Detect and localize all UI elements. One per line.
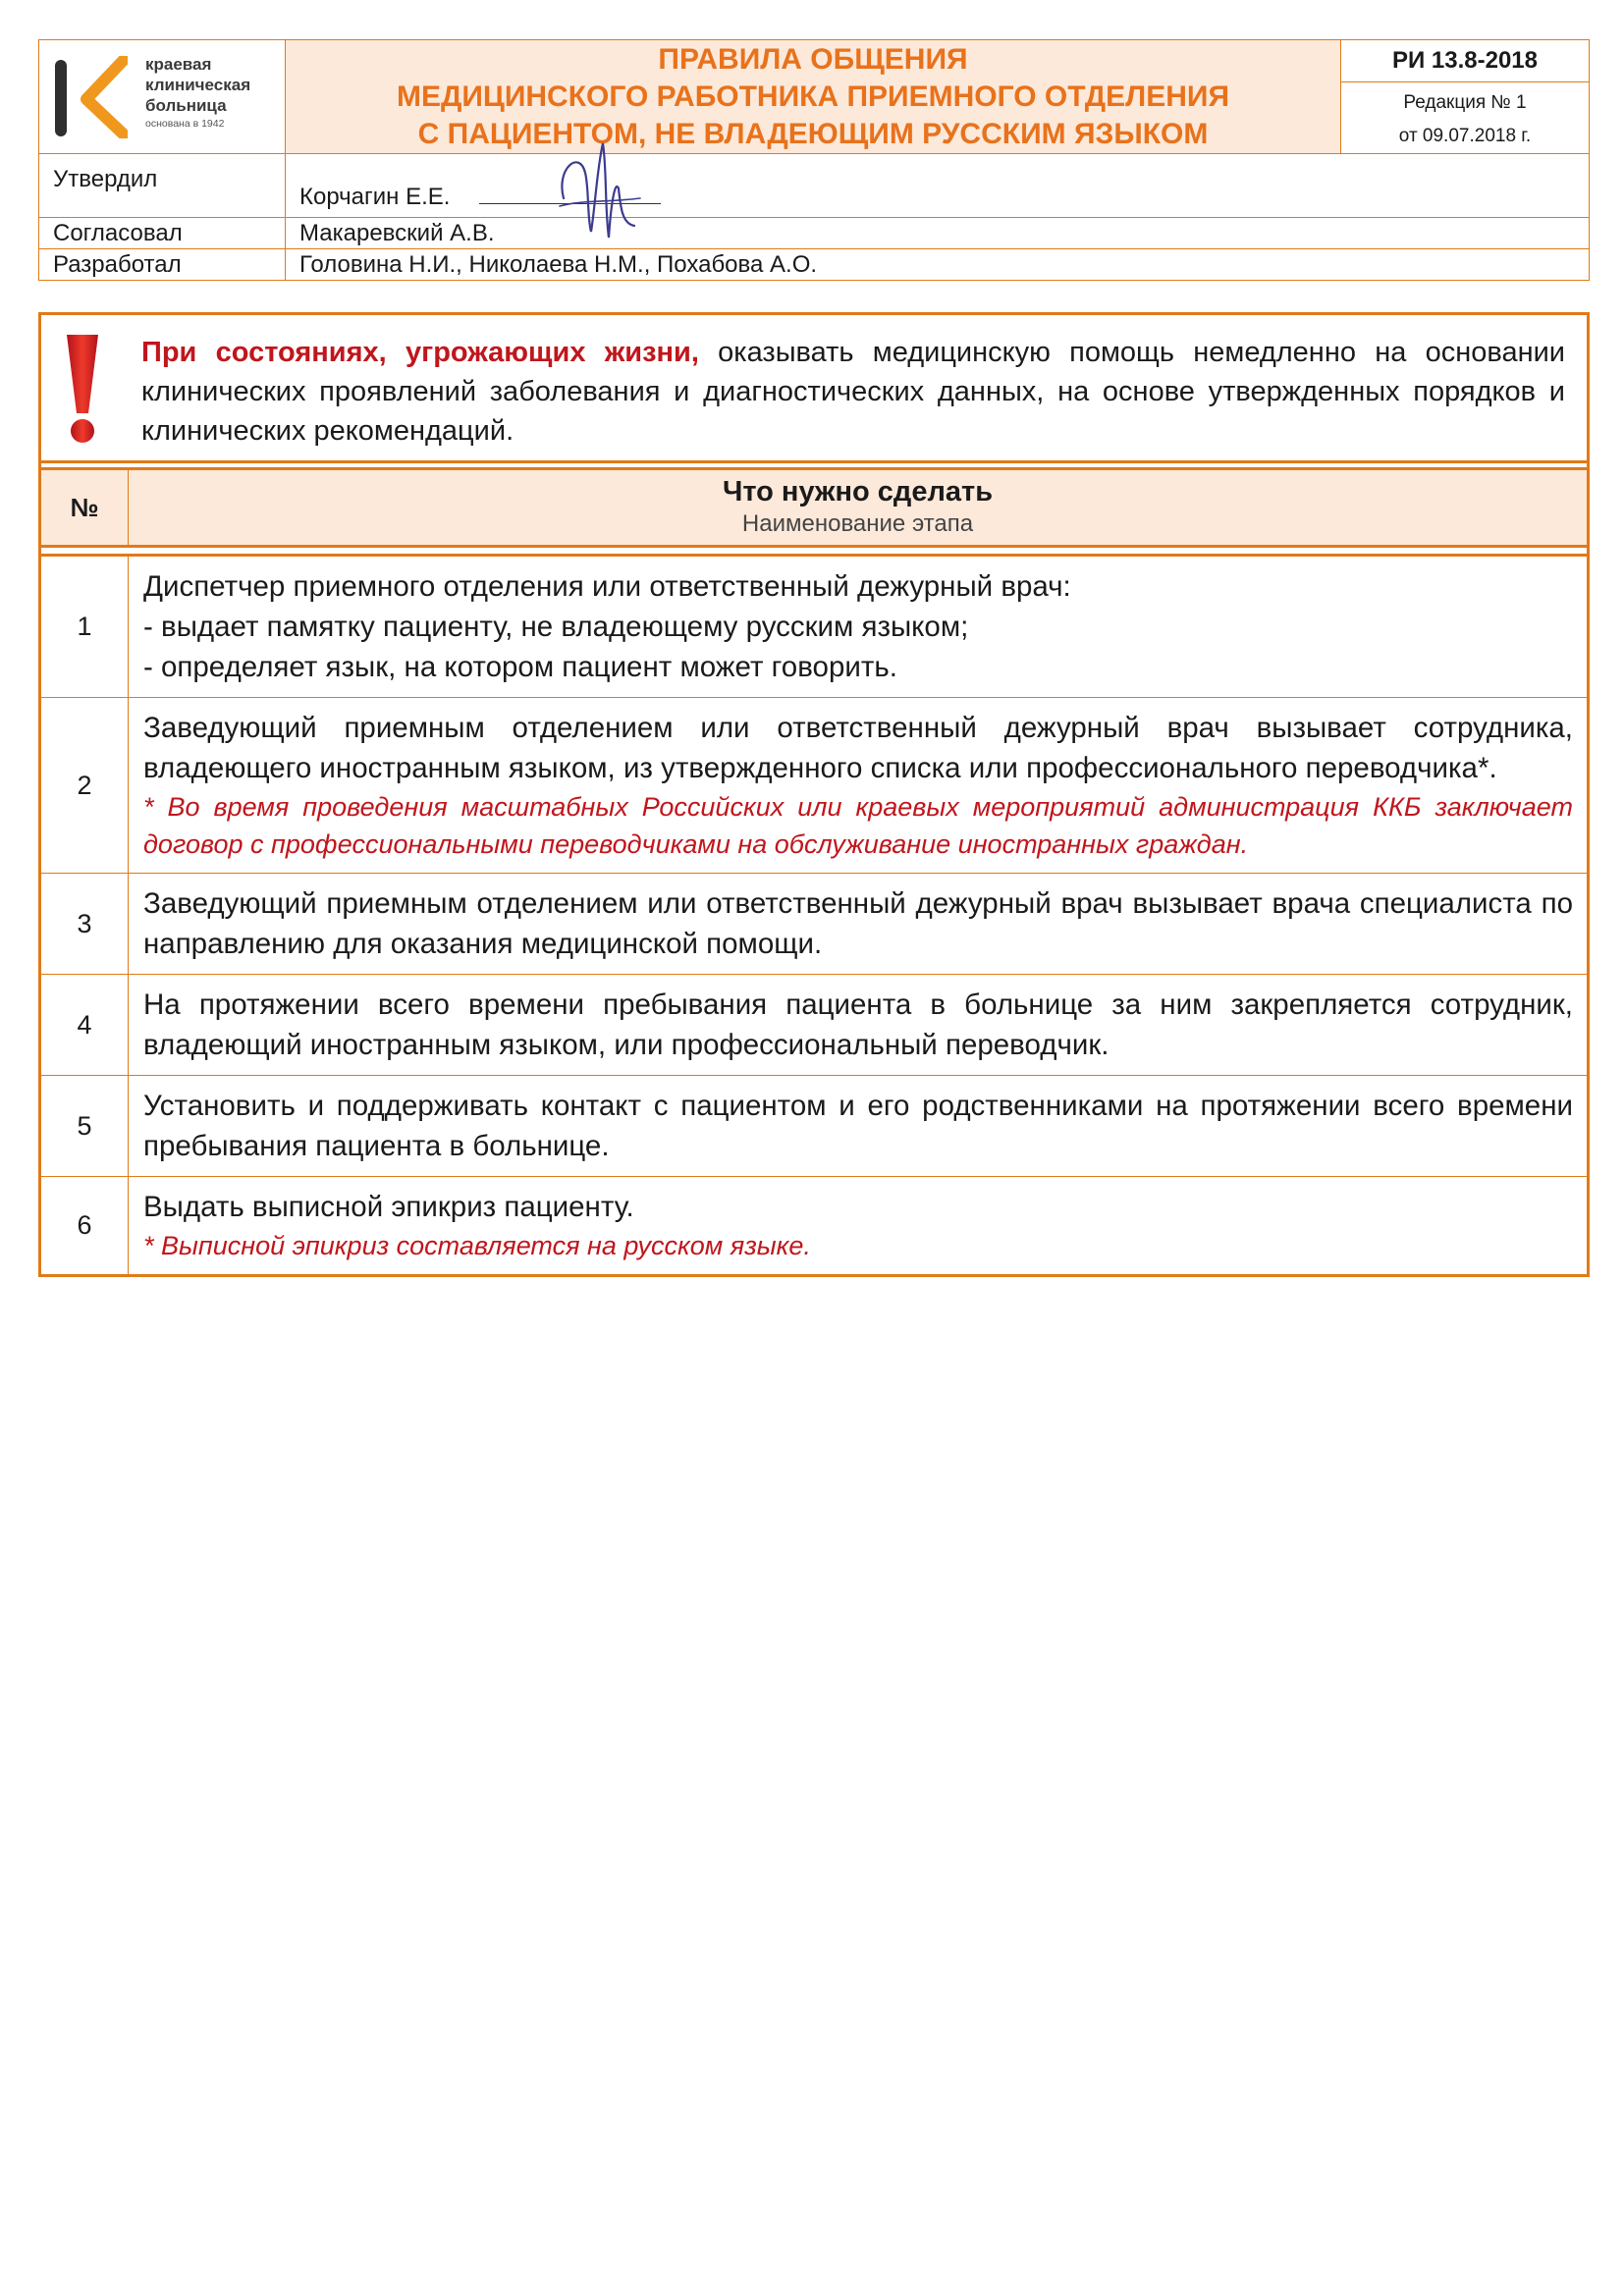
- developer-value: Головина Н.И., Николаева Н.М., Похабова А.О.: [286, 249, 1590, 281]
- exclamation-icon: [61, 331, 104, 447]
- logo-tagline: основана в 1942: [145, 118, 225, 130]
- step-line: Установить и поддерживать контакт с пациентом и его родственниками на протяжении всего времени пребывания пациента в больнице.: [143, 1090, 1573, 1162]
- steps-table-header: [41, 467, 1587, 548]
- logo-line-2: клиническая: [145, 76, 251, 94]
- revision-info: [1341, 82, 1589, 153]
- document-code-cell: [1341, 40, 1590, 154]
- step-number: 3: [41, 874, 129, 974]
- logo-cell: [39, 40, 286, 154]
- table-row: [41, 1177, 1587, 1274]
- approval-label: Утвердил: [39, 154, 286, 218]
- document-header: [38, 39, 1590, 281]
- step-number: 6: [41, 1177, 129, 1274]
- warning-block: [41, 315, 1587, 463]
- developer-row: [39, 249, 1590, 281]
- table-row: [41, 1076, 1587, 1177]
- table-row: [41, 557, 1587, 698]
- step-line: Выдать выписной эпикриз пациенту.: [143, 1191, 634, 1223]
- column-action-header: [129, 474, 1587, 539]
- revision-number: Редакция № 1: [1403, 92, 1527, 113]
- column-number-header: №: [41, 470, 129, 545]
- warning-emphasis: При состояниях, угрожающих жизни,: [141, 337, 699, 368]
- step-line: Заведующий приемным отделением или ответственный дежурный врач вызывает врача специалиста по направлению для оказания медицинской помощи.: [143, 887, 1573, 960]
- step-number: 2: [41, 698, 129, 873]
- logo-line-1: краевая: [145, 55, 212, 74]
- approval-value-cell: [286, 154, 1590, 218]
- step-note: * Во время проведения масштабных Российских или краевых мероприятий администрация ККБ заключает договор с профессиональными переводчиками на обслуживание иностранных граждан.: [143, 792, 1573, 859]
- agreement-label: Согласовал: [39, 218, 286, 249]
- step-number: 1: [41, 557, 129, 697]
- warning-text: [141, 333, 1565, 451]
- step-description: [129, 557, 1587, 697]
- step-description: [129, 975, 1587, 1075]
- title-line-3: С ПАЦИЕНТОМ, НЕ ВЛАДЕЮЩИМ РУССКИМ ЯЗЫКОМ: [417, 117, 1209, 150]
- title-line-2: МЕДИЦИНСКОГО РАБОТНИКА ПРИЕМНОГО ОТДЕЛЕНИЯ: [396, 80, 1230, 113]
- step-description: [129, 1177, 1587, 1274]
- developer-label: Разработал: [39, 249, 286, 281]
- step-line: - выдает памятку пациенту, не владеющему русским языком;: [143, 611, 969, 643]
- step-line: Заведующий приемным отделением или ответственный дежурный врач вызывает сотрудника, владеющего иностранным языком, из утвержденного списка или профессионального переводчика*.: [143, 712, 1573, 784]
- step-description: [129, 874, 1587, 974]
- table-row: [41, 874, 1587, 975]
- warning-body: оказывать медицинскую помощь немедленно на основании клинических проявлений заболевания и диагностических данных, на основе утвержденных порядков и клинических рекомендаций.: [141, 337, 1565, 447]
- approval-value: Корчагин Е.Е.: [299, 184, 451, 210]
- logo-text: [145, 54, 250, 132]
- title-line-1: ПРАВИЛА ОБЩЕНИЯ: [658, 42, 968, 76]
- step-note: * Выписной эпикриз составляется на русском языке.: [143, 1231, 811, 1260]
- logo-line-3: больница: [145, 96, 227, 115]
- approval-row: [39, 154, 1590, 218]
- table-row: [41, 975, 1587, 1076]
- step-description: [129, 1076, 1587, 1176]
- step-line: На протяжении всего времени пребывания пациента в больнице за ним закрепляется сотрудник, владеющий иностранным языком, или профессиональный переводчик.: [143, 988, 1573, 1061]
- step-line: Диспетчер приемного отделения или ответственный дежурный врач:: [143, 570, 1071, 603]
- step-number: 5: [41, 1076, 129, 1176]
- table-row: [41, 698, 1587, 874]
- revision-date: от 09.07.2018 г.: [1398, 126, 1532, 146]
- handwritten-signature: [550, 130, 648, 247]
- step-line: - определяет язык, на котором пациент может говорить.: [143, 651, 897, 683]
- agreement-value: Макаревский А.В.: [286, 218, 1590, 249]
- steps-table-body: [41, 554, 1587, 1274]
- instructions-box: [38, 312, 1590, 1277]
- hospital-logo-icon: [53, 56, 128, 138]
- document-title: [286, 40, 1341, 154]
- step-number: 4: [41, 975, 129, 1075]
- column-action-title: Что нужно сделать: [722, 476, 994, 507]
- document-code: РИ 13.8-2018: [1341, 40, 1589, 82]
- agreement-row: [39, 218, 1590, 249]
- step-description: [129, 698, 1587, 873]
- column-action-subtitle: Наименование этапа: [741, 510, 974, 537]
